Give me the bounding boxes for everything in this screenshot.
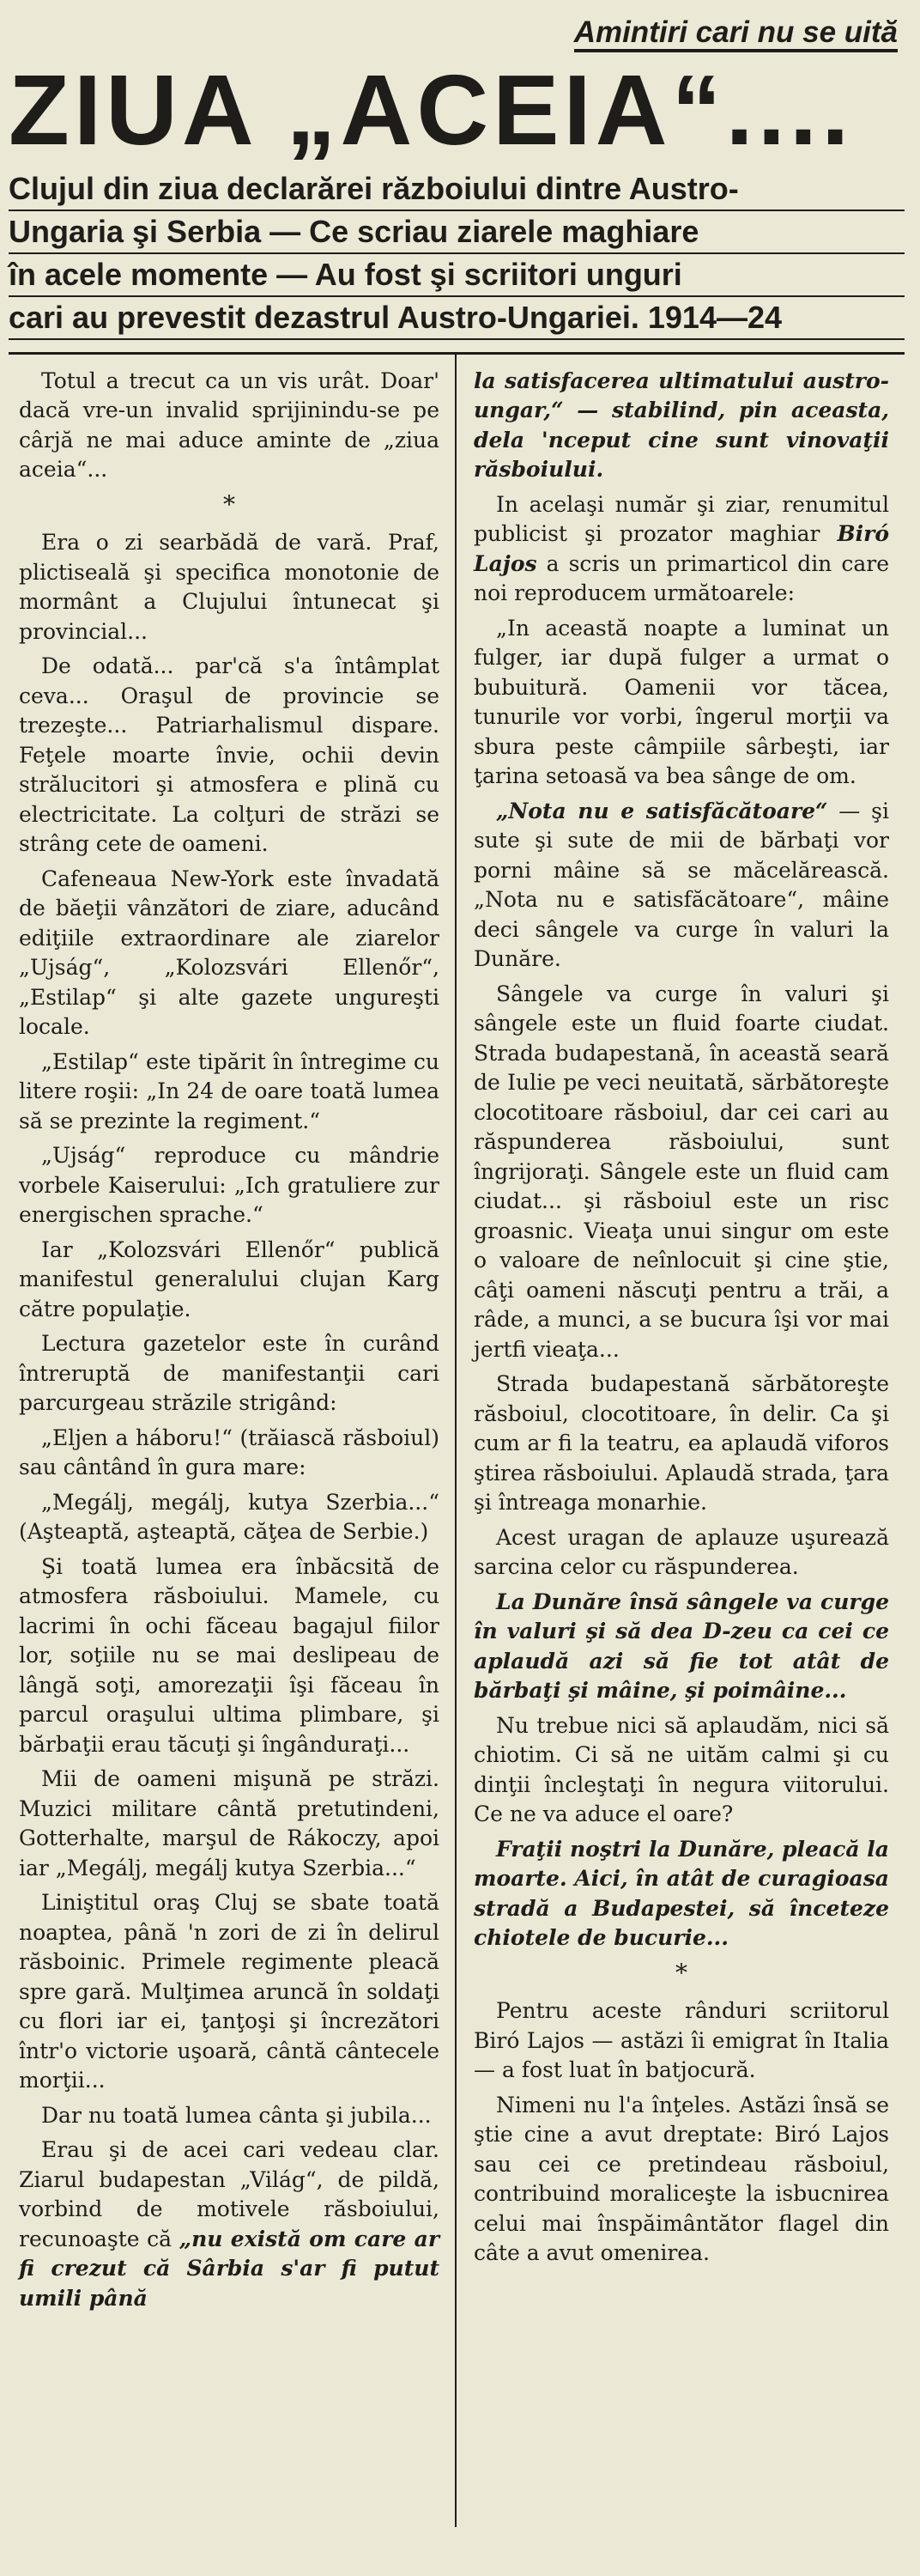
paragraph: Fraţii noştri la Dunăre, pleacă la moarte. Aici, în atât de curagioasa stradă a Budapestei, să înceteze chiotele de bucurie... bbox=[474, 1836, 889, 1951]
paragraph: Totul a trecut ca un vis urât. Doar' dacă vre-un invalid sprijinindu-se pe cârjă ne mai aduce aminte de „ziua aceia“... bbox=[19, 368, 439, 483]
paragraph: La Dunăre însă sângele va curge în valuri şi să dea D-zeu ca cei ce aplaudă azi să fie tot atât de bărbaţi şi mâine, şi poimâine... bbox=[474, 1589, 889, 1704]
subhead-line: în acele momente — Au fost şi scriitori unguri bbox=[9, 254, 905, 297]
paragraph: „In această noapte a luminat un fulger, iar după fulger a urmat o bubuitură. Oamenii vor tăcea, tunurile vor vorbi, îngerul morţii va sbura peste câmpiile sârbeşti, iar ţarina setoasă va bea sânge de om. bbox=[474, 615, 889, 789]
subhead-line: Ungaria şi Serbia — Ce scriau ziarele maghiare bbox=[9, 211, 905, 254]
paragraph: Sângele va curge în valuri şi sângele este un fluid foarte ciudat. Strada budapestană, în această seară de Iulie pe veci neuitată, sărbătoreşte clocotitoare răsboiul, dar cei cari au răspunderea răsboiului, sunt îngrijoraţi. Sângele este un fluid cam ciudat... şi răsboiul este un risc groasnic. Vieaţa unui singur om este o valoare de neînlocuit şi cine ştie, câţi oameni născuţi pentru a trăi, a râde, a munci, a se bucura îşi vor mai jertfi vieaţa... bbox=[474, 981, 889, 1362]
paragraph: De odată... par'că s'a întâmplat ceva... Oraşul de provincie se trezeşte... Patriarhalismul dispare. Feţele moarte învie, ochii devin strălucitori şi atmosfera e plină cu electricitate. La colţuri de străzi se strâng cete de oameni. bbox=[19, 653, 439, 857]
subhead-line: cari au prevestit dezastrul Austro-Ungariei. 1914—24 bbox=[9, 297, 905, 340]
right-column bbox=[457, 355, 905, 2527]
section-separator: * bbox=[675, 1958, 687, 1987]
quote-italic: „nu există om care ar fi crezut că Sârbia s'ar fi putut umili până bbox=[19, 2226, 439, 2311]
paragraph: „Estilap“ este tipărit în întregime cu litere roşii: „In 24 de oare toată lumea să se prezinte la regiment.“ bbox=[19, 1048, 439, 1133]
quote-italic: „Nota nu e satisfăcătoare“ bbox=[496, 798, 828, 823]
paragraph: Nimeni nu l'a înţeles. Astăzi însă se ştie cine a avut dreptate: Biró Lajos sau cei ce pretindeau răsboiul, contribuind moraliceşte la isbucnirea celui mai înspăimântător flagel din câte a avut omenirea. bbox=[474, 2092, 889, 2266]
paragraph: Cafeneaua New-York este învadată de băeţii vânzători de ziare, aducând ediţiile extraordinare ale ziarelor „Ujság“, „Kolozsvári Ellenőr“, „Estilap“ şi alte gazete ungureşti locale. bbox=[19, 866, 439, 1040]
paragraph: Acest uragan de aplauze uşurează sarcina celor cu răspunderea. bbox=[474, 1524, 889, 1580]
subhead-line: Clujul din ziua declarărei războiului dintre Austro- bbox=[9, 168, 905, 211]
paragraph: Pentru aceste rânduri scriitorul Biró Lajos — astăzi îi emigrat în Italia — a fost luat în batjocură. bbox=[474, 1998, 889, 2083]
paragraph: „Nota nu e satisfăcătoare“ — şi sute şi sute de mii de bărbaţi vor porni mâine să se măcelărească. „Nota nu e satisfăcătoare“, mâine deci sângele va curge în valuri la Dunăre. bbox=[474, 798, 889, 972]
paragraph: la satisfacerea ultimatului austro-ungar,“ — stabilind, pin aceasta, dela 'nceput cine sunt vinovaţii răsboiului. bbox=[474, 368, 889, 483]
section-kicker: Amintiri cari nu se uită bbox=[9, 15, 905, 50]
paragraph: Lectura gazetelor este în curând întreruptă de manifestanţii cari parcurgeau străzile strigând: bbox=[19, 1331, 439, 1416]
paragraph: „Megálj, megálj, kutya Szerbia...“ (Aşteaptă, aşteaptă, căţea de Serbie.) bbox=[19, 1489, 439, 1545]
subheadline bbox=[9, 168, 905, 340]
paragraph: Era o zi searbădă de vară. Praf, plictiseală şi specifica monotonie de mormânt a Clujului întunecat şi provincial... bbox=[19, 530, 439, 644]
paragraph: Nu trebue nici să aplaudăm, nici să chiotim. Ci să ne uităm calmi şi cu dinţii încleştaţi în negura viitorului. Ce ne va aduce el oare? bbox=[474, 1712, 889, 1827]
paragraph: „Eljen a háboru!“ (trăiască răsboiul) sau cântând în gura mare: bbox=[19, 1425, 439, 1480]
paragraph: Şi toată lumea era înbăcsită de atmosfera răsboiului. Mamele, cu lacrimi în ochi făceau bagajul fiilor lor, soţiile nu se mai deslipeau de lângă soţi, amorezaţii îşi făceau în parcul oraşului ultima plimbare, şi bărbaţii erau tăcuţi şi îngânduraţi... bbox=[19, 1553, 439, 1757]
paragraph: Erau şi de acei cari vedeau clar. Ziarul budapestan „Világ“, de pildă, vorbind de motivele răsboiului, recunoaşte că „nu există om care ar fi crezut că Sârbia s'ar fi putut umili până bbox=[19, 2137, 439, 2311]
left-column bbox=[9, 355, 457, 2527]
paragraph: Mii de oameni mişună pe străzi. Muzici militare cântă pretutindeni, Gotterhalte, marşul de Rákoczy, apoi iar „Megálj, megálj kutya Szerbia...“ bbox=[19, 1766, 439, 1880]
paragraph: Dar nu toată lumea cânta şi jubila... bbox=[41, 2102, 432, 2128]
paragraph: „Ujság“ reproduce cu mândrie vorbele Kaiserului: „Ich gratuliere zur energischen sprache.“ bbox=[19, 1143, 439, 1228]
paragraph: Strada budapestană sărbătoreşte răsboiul, clocotitoare, în delir. Ca şi cum ar fi la teatru, ea aplaudă viforos ştirea răsboiului. Aplaudă strada, ţara şi întreaga monarhie. bbox=[474, 1371, 889, 1516]
author-name: Biró Lajos bbox=[474, 521, 889, 576]
paragraph: Iar „Kolozsvári Ellenőr“ publică manifestul generalului clujan Karg către populaţie. bbox=[19, 1236, 439, 1321]
section-separator: * bbox=[223, 489, 235, 519]
paragraph: In acelaşi număr şi ziar, renumitul publicist şi prozator maghiar Biró Lajos a scris un primarticol din care noi reproducem următoarele: bbox=[474, 491, 889, 606]
paragraph: Liniştitul oraş Cluj se sbate toată noaptea, până 'n zori de zi în delirul răsboinic. Primele regimente pleacă spre gară. Mulţimea aruncă în soldaţi cu flori iar ei, ţanţoşi şi încrezători într'o victorie uşoară, cântă cântecele morţii... bbox=[19, 1890, 439, 2093]
headline: ZIUA „ACEIA“.... bbox=[9, 54, 854, 166]
article-body bbox=[9, 352, 905, 2527]
